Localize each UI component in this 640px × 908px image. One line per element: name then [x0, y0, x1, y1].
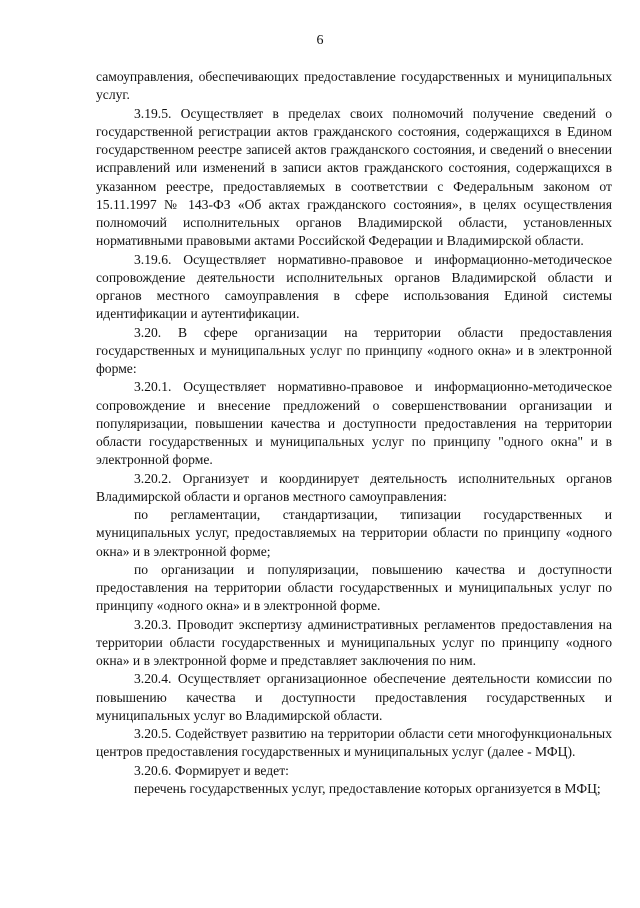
paragraph-3-20: 3.20. В сфере организации на территории области предоставления государственных и муниципальных услуг по принципу «одного окна» и в электронной форме: — [96, 324, 612, 376]
paragraph-3-20-4: 3.20.4. Осуществляет организационное обеспечение деятельности комиссии по повышению качества и доступности предоставления государственных и муниципальных услуг во Владимирской области. — [96, 671, 612, 723]
paragraph-3-19-6: 3.19.6. Осуществляет нормативно-правовое и информационно-методическое сопровождение деятельности исполнительных органов Владимирской области и органов местного самоуправления в сфере использования Единой системы идентификации и аутентификации. — [96, 251, 612, 322]
paragraph-3-20-5: 3.20.5. Содействует развитию на территории области сети многофункциональных центров предоставления государственных и муниципальных услуг (далее - МФЦ). — [96, 726, 612, 760]
body-text — [96, 68, 612, 798]
paragraph-3-20-2-item-1: по регламентации, стандартизации, типизации государственных и муниципальных услуг, предоставляемых на территории области по принципу «одного окна» и в электронной форме; — [96, 507, 612, 559]
paragraph-3-19-5: 3.19.5. Осуществляет в пределах своих полномочий получение сведений о государственной регистрации актов гражданского состояния, содержащихся в Едином государственном реестре записей актов гражданского состояния, и сведений о внесении исправлений или изменений в записи актов гражданского состояния, содержащихся в указанном реестре, предоставляемых в соответствии с Федеральным законом от 15.11.1997 № 143-ФЗ «Об актах гражданского состояния», в целях осуществления полномочий исполнительных органов Владимирской области, установленных нормативными правовыми актами Российской Федерации и Владимирской области. — [96, 105, 612, 249]
page-number: 6 — [316, 33, 324, 48]
paragraph-3-20-2: 3.20.2. Организует и координирует деятельность исполнительных органов Владимирской области и органов местного самоуправления: — [96, 470, 612, 504]
paragraph-3-20-1: 3.20.1. Осуществляет нормативно-правовое и информационно-методическое сопровождение и внесение предложений о совершенствовании организации и популяризации, повышении качества и доступности предоставления на территории области государственных и муниципальных услуг по принципу "одного окна" и в электронной форме. — [96, 379, 612, 468]
paragraph-3-20-3: 3.20.3. Проводит экспертизу административных регламентов предоставления на территории области государственных и муниципальных услуг по принципу «одного окна» и в электронной форме и представляет заключения по ним. — [96, 616, 612, 668]
paragraph-3-20-6-item-1: перечень государственных услуг, предоставление которых организуется в МФЦ; — [134, 780, 601, 796]
paragraph-continuation: самоуправления, обеспечивающих предоставление государственных и муниципальных услуг. — [96, 69, 612, 103]
paragraph-3-20-6: 3.20.6. Формирует и ведет: — [134, 762, 289, 778]
paragraph-3-20-2-item-2: по организации и популяризации, повышению качества и доступности предоставления на территории области государственных и муниципальных услуг по принципу «одного окна» и в электронной форме. — [96, 561, 612, 614]
